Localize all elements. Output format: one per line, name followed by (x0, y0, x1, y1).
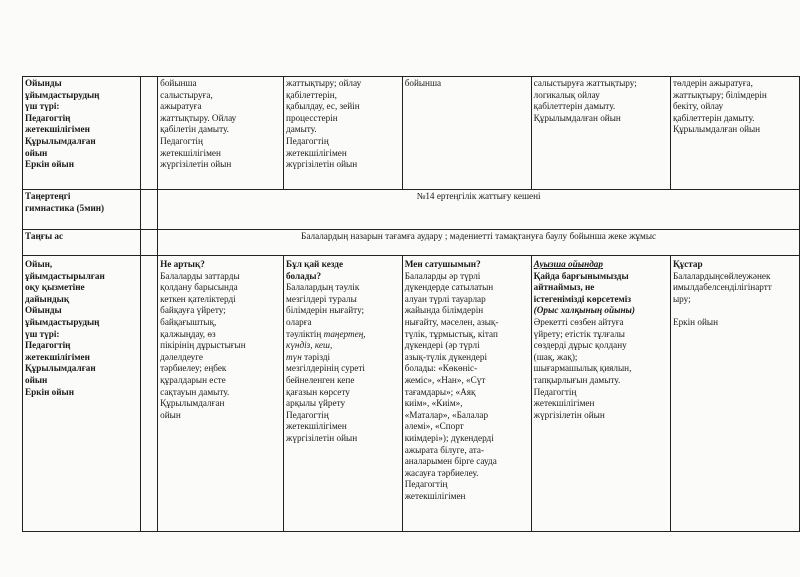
text-line (286, 305, 400, 317)
text-line: дайындық (25, 293, 70, 304)
text-line: айтнаймыз, не (533, 282, 595, 293)
text-line: қабілеттерін дамыту. (533, 101, 616, 112)
table-row (23, 190, 800, 230)
text-line: Таңғы ас (25, 231, 64, 241)
text-line: Ойын, (25, 259, 53, 269)
text-line: жеміс», «Нан», «Сүт (404, 374, 486, 385)
text-line: төлдерін ажыратуға, (672, 78, 753, 88)
text-line (286, 433, 400, 445)
text-line: тағамдары»; «Аяқ (404, 386, 476, 397)
text-line: дамыту. (286, 124, 317, 135)
text-line (286, 421, 400, 433)
text-line: азық-түлік дүкендері (404, 351, 487, 362)
text-line: имылдабелсенділігінартт (672, 282, 772, 293)
text-line: жетекшілігімен (533, 398, 595, 409)
text-line: дүкендері (әр түрлі (404, 340, 480, 351)
text-fragment: білімдерін нығайту; (286, 305, 365, 316)
text-line: болады: «Көкөніс- (404, 363, 478, 374)
text-line: Педагогтің (25, 112, 71, 123)
text-line: тапқырлығын дамыту. (533, 374, 621, 385)
game-title: Не артық? (160, 259, 205, 269)
text-line: ойын (25, 147, 48, 158)
text-line: Құрылымдалған ойын (672, 124, 761, 135)
game-description (160, 271, 281, 422)
table-row (23, 256, 800, 532)
text-line: ыру; (672, 293, 691, 304)
text-line: жетекшілігімен (25, 351, 90, 362)
text-line: дәлелдеуге (160, 351, 203, 362)
text-line: бойынша (404, 78, 442, 88)
game-description (534, 317, 668, 421)
text-fragment: таңертең, (323, 328, 366, 339)
text-line: ажырата білуге, ата- (404, 444, 485, 455)
text-line: процесстерін (286, 112, 338, 123)
text-line: қолдану барысында (160, 282, 238, 293)
row-label (23, 77, 141, 190)
text-line: қабілеттерін дамыту. (672, 112, 755, 123)
text-line: әлемі», «Спорт (404, 421, 464, 432)
text-line: Құрылымдалған (160, 398, 225, 409)
table-cell (158, 256, 284, 532)
text-line: Балаларды әр түрлі (404, 270, 481, 281)
table-cell (158, 77, 284, 190)
text-fragment: Балалардың тәулік (286, 282, 360, 293)
text-line: Қайда барғынымызды (533, 270, 629, 281)
text-line: шығармашылық қиялын, (533, 363, 632, 374)
text-line: байқағыштық, (160, 316, 217, 327)
text-line: қалжыңдау, өз (160, 328, 216, 339)
table-cell (284, 256, 403, 532)
game-description (405, 271, 529, 503)
blank-cell (140, 256, 158, 532)
text-line: бойынша (160, 78, 197, 88)
text-line (286, 329, 400, 341)
text-fragment: жүргізілетін ойын (286, 432, 358, 443)
table-cell (670, 256, 799, 532)
text-line: алуан түрлі тауарлар (404, 293, 486, 304)
text-line: Педагогтің (25, 340, 71, 351)
table-row (23, 77, 800, 190)
text-line: киім», «Киім», (404, 398, 463, 409)
text-line: жаттықтыру; білімдерін (672, 89, 767, 100)
text-line: аналарымен бірге сауда (404, 456, 497, 467)
text-line: тәрбиелеу; еңбек (160, 363, 227, 374)
text-line: жүргізілетін ойын (160, 159, 232, 170)
text-line: ұйымдастырылған (25, 270, 105, 281)
text-line: байқауға үйрету; (160, 305, 226, 316)
text-line: (шақ, жақ); (533, 351, 578, 362)
table-cell (531, 77, 670, 190)
text-line: үш түрі: (25, 101, 60, 112)
text-line: нығайту, мәселен, азық- (404, 316, 499, 327)
text-fragment: тәуліктің (286, 328, 324, 339)
text-fragment: Педагогтің (286, 409, 329, 420)
text-fragment: жетекшілігімен (286, 421, 347, 432)
text-line: Құрылымдалған ойын (533, 112, 621, 123)
text-line: үйрету; етістік тұлғалы (533, 328, 625, 339)
text-line: құралдарын есте (160, 374, 226, 385)
text-line: Педагогтің (286, 135, 329, 146)
text-line: киімдері»); дүкендерді (404, 432, 494, 443)
text-line (286, 317, 400, 329)
text-line: сөздерді дұрыс қолдану (533, 340, 627, 351)
text-fragment: тәрізді (301, 351, 331, 362)
text-line: кеткен қателіктерді (160, 293, 236, 304)
blank-cell (140, 230, 158, 256)
text-line: жасауға тәрбиелеу. (404, 467, 479, 478)
text-line: жүргізілетін ойын (286, 159, 358, 170)
daily-plan-table (22, 76, 800, 532)
text-line: болады? (286, 270, 322, 281)
blank-cell (140, 77, 158, 190)
text-fragment: арқылы үйрету (286, 398, 346, 409)
text-line: Құрылымдалған (25, 363, 96, 374)
text-line: Таңертеңгі (25, 191, 71, 201)
text-line: түлік, тұрмыстық, кітап (404, 328, 498, 339)
row-label (23, 190, 141, 230)
text-line: жетекшілігімен (404, 490, 466, 501)
table-cell (670, 77, 799, 190)
text-line: логикалық ойлау (533, 89, 600, 100)
game-title (286, 259, 400, 282)
text-line: салыстыруға, (160, 89, 213, 100)
text-line: «Маталар», «Балалар (404, 409, 489, 420)
text-fragment: күндіз, кеш, (286, 340, 333, 351)
text-line: Еркін ойын (25, 386, 75, 397)
game-title: Құстар (672, 259, 703, 269)
text-line: Ойынды (25, 78, 62, 88)
game-category: Ауызша ойындар (533, 259, 603, 269)
text-fragment: оларға (286, 316, 312, 327)
text-line (286, 375, 400, 387)
text-line: Педагогтің (404, 479, 448, 490)
text-line: жүргізілетін ойын (533, 409, 605, 420)
text-line: қабілетін дамыту. (160, 124, 229, 135)
row-label (23, 256, 141, 532)
game-title: Мен сатушымын? (404, 259, 481, 269)
text-line (286, 294, 400, 306)
text-line (286, 410, 400, 422)
game-description (286, 282, 400, 444)
table-cell (531, 256, 670, 532)
text-line: Ойынды (25, 305, 62, 316)
text-line: Әрекетті сөзбен айтуға (533, 316, 624, 327)
text-line: жетекшілігімен (25, 124, 90, 135)
text-line (286, 363, 400, 375)
morning-exercise-cell: №14 ертеңгілік жаттығу кешені (158, 190, 800, 230)
text-line: істегенімізді көрсетеміз (533, 293, 632, 304)
text-line: Құрылымдалған (25, 135, 96, 146)
blank-cell (140, 190, 158, 230)
text-line: бекіту, ойлау (672, 101, 724, 112)
text-line: Бұл қай кезде (286, 259, 344, 269)
table-row (23, 230, 800, 256)
text-line: үш түрі: (25, 328, 60, 339)
table-cell (402, 77, 531, 190)
text-line: Балалардыңсөйлеужәнек (672, 270, 771, 281)
table-cell (402, 256, 531, 532)
text-line: жетекшілігімен (286, 147, 347, 158)
text-line (286, 340, 400, 352)
text-line (286, 352, 400, 364)
game-description-part (286, 282, 400, 444)
text-line: қабылдау, ес, зейін (286, 101, 360, 112)
text-line: гимнастика (5мин) (25, 202, 105, 213)
game-origin: (Орыс халқының ойыны) (533, 305, 635, 316)
text-line: ұйымдастырудың (25, 316, 100, 327)
text-fragment: түн (286, 351, 302, 362)
text-line: Педагогтің (160, 135, 203, 146)
row-label (23, 230, 141, 256)
text-fragment: бейнеленген кепе (286, 374, 355, 385)
text-line: жайында білімдерін (404, 305, 484, 316)
game-description (673, 271, 797, 329)
text-line: жаттықтыру. Ойлау (160, 112, 237, 123)
text-line: салыстыруға жаттықтыру; (533, 78, 637, 88)
game-title (534, 271, 668, 306)
text-line (286, 387, 400, 399)
text-line (286, 282, 400, 294)
text-line: Еркін ойын (25, 159, 75, 170)
text-line: ажыратуға (160, 101, 202, 112)
text-line: Педагогтің (533, 386, 577, 397)
text-line: сақтауын дамыту. (160, 386, 230, 397)
text-line: ойын (160, 409, 181, 420)
breakfast-cell: Балалардың назарын тағамға аудару ; мәдениетті тамақтануға баулу бойынша жеке жұмыс (158, 230, 800, 256)
text-line: дүкендерде сатылатын (404, 282, 494, 293)
text-line (286, 398, 400, 410)
text-fragment: қағазын көрсету (286, 386, 350, 397)
text-line: Еркін ойын (672, 316, 718, 327)
text-line: жаттықтыру; ойлау (286, 78, 362, 88)
text-line: оқу қызметіне (25, 282, 85, 293)
table-cell (284, 77, 403, 190)
text-fragment: мезгілдерінің суреті (286, 363, 365, 374)
text-line: қабілеттерін, (286, 89, 337, 100)
text-line: ойын (25, 374, 48, 385)
text-line: пікірінің дұрыстығын (160, 340, 246, 351)
text-line (673, 305, 797, 317)
text-line: жетекшілігімен (160, 147, 221, 158)
text-line: Балаларды заттарды (160, 270, 240, 281)
text-fragment: мезгілдері туралы (286, 293, 357, 304)
text-line: ұйымдастырудың (25, 89, 100, 100)
